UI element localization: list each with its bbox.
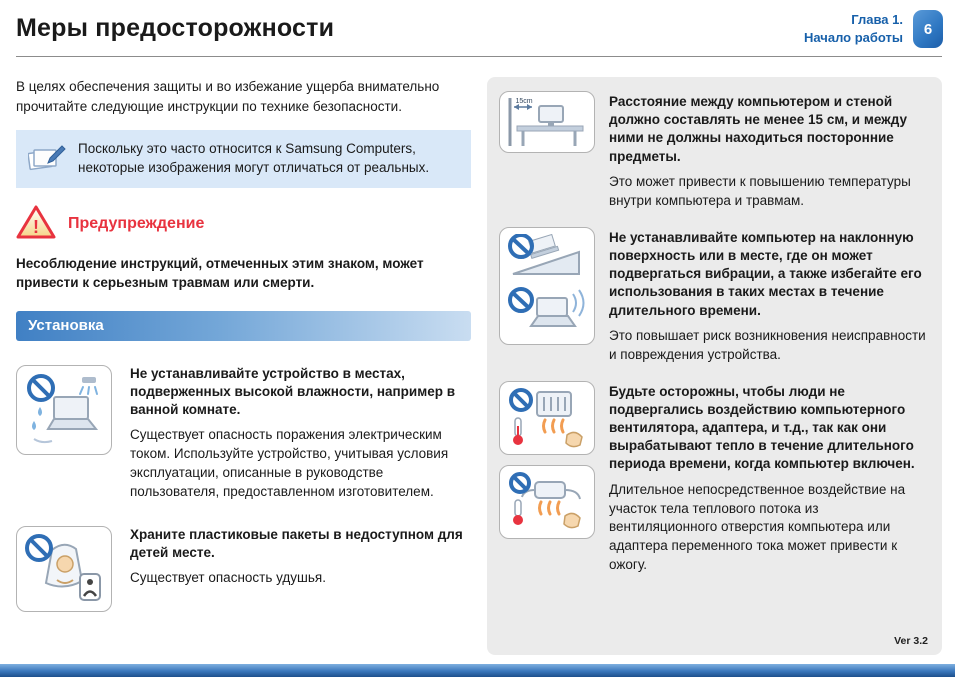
version-label: Ver 3.2 <box>894 635 928 647</box>
item-body: Это повышает риск возникновения неисправности и повреждения устройства. <box>609 327 926 362</box>
safety-item-text <box>130 526 471 588</box>
note-box <box>16 130 471 188</box>
wall-distance-15cm-icon <box>499 91 595 153</box>
item-body: Существует опасность удушья. <box>130 570 326 586</box>
item-body: Существует опасность поражения электрическим током. Используйте устройство, учитывая условия эксплуатации, описанные в руководстве пользователя, предоставленном изготовителем. <box>130 427 449 500</box>
adapter-heat-exposure-icon <box>499 465 595 539</box>
safety-item-text <box>130 365 471 502</box>
warning-description: Несоблюдение инструкций, отмеченных этим знаком, может привести к серьезным травмам или смерти. <box>16 255 424 290</box>
content-columns <box>0 57 955 655</box>
chapter-line1: Глава 1. <box>851 12 903 28</box>
svg-text:!: ! <box>33 216 39 237</box>
header-right <box>804 10 943 48</box>
no-plastic-bags-children-icon <box>16 526 112 612</box>
page-header <box>0 0 955 48</box>
intro-text: В целях обеспечения защиты и во избежание ущерба внимательно прочитайте следующие инструкции по технике безопасности. <box>16 79 440 114</box>
safety-item <box>16 365 471 502</box>
note-pencil-icon <box>28 144 66 174</box>
warning-triangle-icon <box>16 204 56 245</box>
no-inclined-surface-vibration-icon <box>499 227 595 345</box>
note-text: Поскольку это часто относится к Samsung Computers, некоторые изображения могут отличаться от реальных. <box>78 141 430 176</box>
safety-item <box>499 91 930 211</box>
safety-item <box>499 381 930 576</box>
warning-label: Предупреждение <box>68 215 205 233</box>
distance-label: 15cm <box>515 98 533 105</box>
item-heading: Храните пластиковые пакеты в недоступном для детей месте. <box>130 526 463 561</box>
safety-item-text <box>609 91 930 211</box>
safety-item-text <box>609 381 930 576</box>
safety-item-text <box>609 227 930 365</box>
left-column <box>16 77 471 612</box>
page-number-badge: 6 <box>913 10 943 48</box>
no-humidity-bathroom-icon <box>16 365 112 455</box>
safety-item <box>499 227 930 365</box>
chapter-line2: Начало работы <box>804 30 903 45</box>
item-body: Длительное непосредственное воздействие на участок тела теплового потока из вентиляционного отверстия компьютера или адаптера переменного тока может привести к ожогу. <box>609 481 906 573</box>
item-heading: Расстояние между компьютером и стеной должно составлять не менее 15 см, и между ними не должны находиться посторонние предметы. <box>609 94 907 164</box>
chapter-label <box>804 11 903 46</box>
warning-heading <box>16 204 471 245</box>
footer-bar <box>0 664 955 677</box>
fan-heat-exposure-icon <box>499 381 595 455</box>
section-banner-installation: Установка <box>16 311 471 341</box>
right-panel <box>487 77 942 655</box>
page-title: Меры предосторожности <box>16 14 335 42</box>
item-body: Это может привести к повышению температуры внутри компьютера и травмам. <box>609 173 911 208</box>
item-heading: Не устанавливайте компьютер на наклонную поверхность или в месте, где он может подвергаться вибрации, а также избегайте его использования в таких местах в течение длительного времени. <box>609 229 922 318</box>
item-heading: Не устанавливайте устройство в местах, подверженных высокой влажности, например в ванной комнате. <box>130 365 456 418</box>
safety-item <box>16 526 471 612</box>
heat-icons-stack <box>499 381 595 539</box>
item-heading: Будьте осторожны, чтобы люди не подвергались воздействию компьютерного вентилятора, адаптера, и т.д., так как они вырабатывают тепло в течение длительного периода времени, когда компьютер включен. <box>609 383 915 472</box>
